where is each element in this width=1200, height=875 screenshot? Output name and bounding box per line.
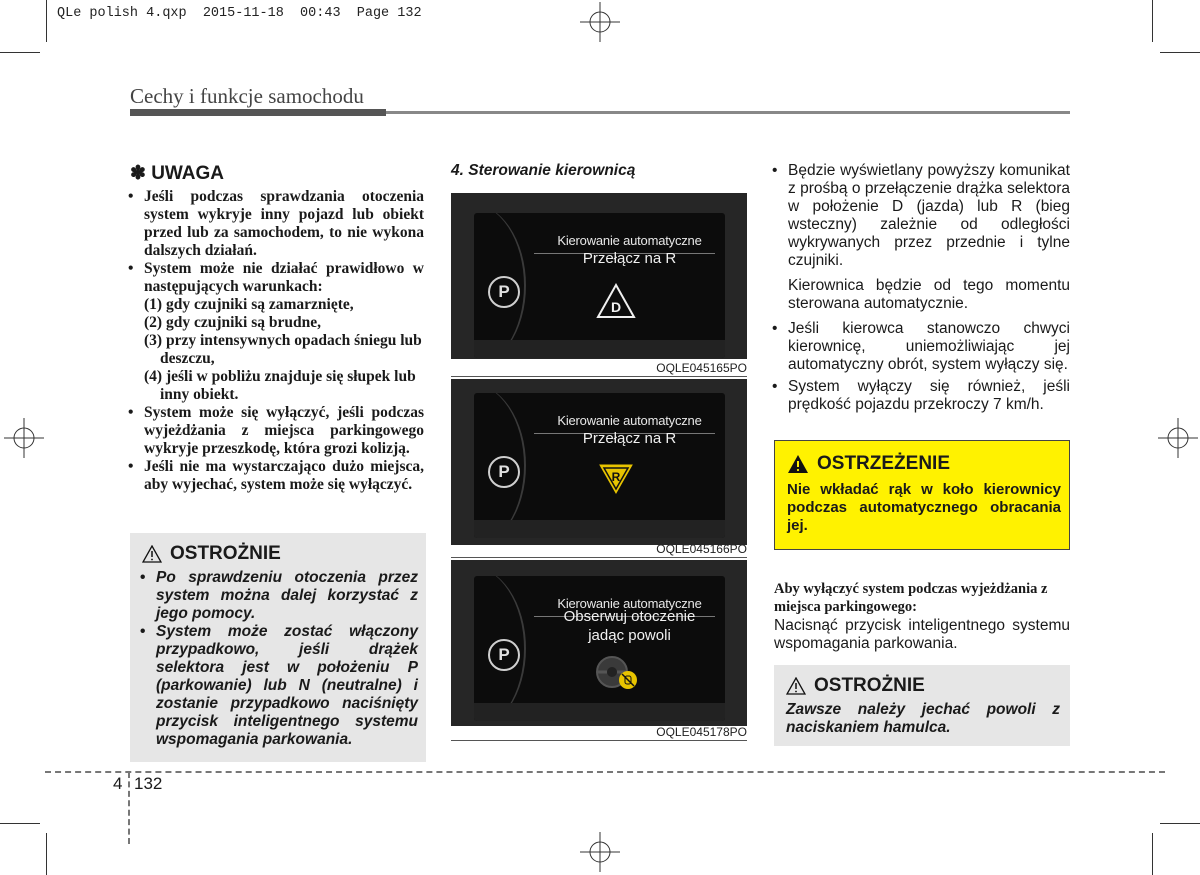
park-indicator: P <box>488 456 520 488</box>
note-title: ✽ UWAGA <box>130 163 225 184</box>
steering-wheel-hands-off-icon <box>592 652 640 692</box>
cluster-display <box>474 213 725 358</box>
print-header: QLe polish 4.qxp 2015-11-18 00:43 Page 132 <box>57 6 422 21</box>
caution-text: Zawsze należy jechać powoli z naciskaniem hamulca. <box>786 701 1060 736</box>
condition-item: (1) gdy czujniki są zamarznięte, <box>144 296 354 313</box>
condition-item: (2) gdy czujniki są brudne, <box>144 314 321 331</box>
list-paragraph: Kierownica będzie od tego momentu sterowana automatycznie. <box>788 277 1070 312</box>
note-list <box>128 188 424 494</box>
registration-mark-icon <box>580 2 620 42</box>
list-item: • Jeśli podczas sprawdzania otoczenia system wykryje inny pojazd lub obiekt przed lub za samochodem, to nie wykona dalszych działań. <box>128 188 424 260</box>
crop-mark <box>0 823 40 824</box>
procedure-text: Nacisnąć przycisk inteligentnego systemu wspomagania parkowania. <box>774 617 1070 652</box>
list-item: • System może zostać włączony przypadkowo, jeśli drążek selektora jest w położeniu P (parkowanie) lub N (neutralne) i zostanie przypadkowo naciśnięty przycisk inteligentnego systemu wspomagania parkowania. <box>140 623 418 749</box>
display-message: Przełącz na R <box>582 250 677 267</box>
registration-mark-icon <box>1158 418 1198 458</box>
figure-caption: 4. Sterowanie kierownicą <box>451 162 636 179</box>
park-indicator: P <box>488 639 520 671</box>
gear-letter: D <box>610 299 622 315</box>
warning-box <box>774 440 1070 550</box>
header-tab <box>130 109 386 116</box>
cluster-display <box>474 393 725 538</box>
condition-item: (4) jeśli w pobliżu znajduje się słupek lub inny obiekt. <box>144 368 416 403</box>
display-message <box>534 607 725 645</box>
condition-item: (3) przy intensywnych opadach śniegu lub deszczu, <box>144 332 422 367</box>
caution-box <box>774 665 1070 746</box>
footer-divider <box>128 772 130 844</box>
figure-separator <box>451 557 747 558</box>
caution-triangle-icon <box>786 677 806 695</box>
gear-letter: R <box>611 470 621 484</box>
warning-text: Nie wkładać rąk w koło kierownicy podczas automatycznego obracania jej. <box>787 481 1061 534</box>
image-code: OQLE045165PO <box>656 361 747 375</box>
display-floor <box>474 703 725 721</box>
list-item <box>128 260 424 404</box>
crop-mark <box>1160 823 1200 824</box>
list-item: • Po sprawdzeniu otoczenia przez system można dalej korzystać z jego pomocy. <box>140 569 418 623</box>
caution-list <box>140 569 418 749</box>
list-item: • Będzie wyświetlany powyższy komunikat z prośbą o przełączenie drążka selektora w położenie D (jazda) lub R (bieg wsteczny) zależnie od odległości wykrywanych przez przednie i tylne czujniki. <box>772 162 1070 270</box>
registration-mark-icon <box>4 418 44 458</box>
image-code: OQLE045178PO <box>656 725 747 739</box>
crop-mark <box>46 0 47 42</box>
display-message: Przełącz na R <box>582 430 677 447</box>
figure-separator <box>451 740 747 741</box>
procedure-heading: Aby wyłączyć system podczas wyjeżdżania z miejsca parkingowego: <box>774 581 1048 615</box>
list-item: • System wyłączy się również, jeśli prędkość pojazdu przekroczy 7 km/h. <box>772 378 1070 414</box>
display-header: Kierowanie automatyczne <box>557 233 702 248</box>
section-number: 4 <box>113 774 123 793</box>
warning-title: OSTRZEŻENIE <box>817 453 951 474</box>
gear-r-warning-icon <box>598 463 634 495</box>
crop-mark <box>46 833 47 875</box>
display-floor <box>474 520 725 538</box>
display-floor <box>474 340 725 358</box>
gear-d-warning-icon <box>596 283 636 319</box>
display-header: Kierowanie automatyczne <box>557 596 702 611</box>
display-message-line: Obserwuj otoczenie <box>563 608 696 625</box>
warning-triangle-icon <box>787 454 809 474</box>
park-indicator: P <box>488 276 520 308</box>
section-title: Cechy i funkcje samochodu <box>130 84 364 108</box>
crop-mark <box>1160 52 1200 53</box>
list-item: • System może się wyłączyć, jeśli podczas wyjeżdżania z miejsca parkingowego wykryje przeszkodę, która grozi kolizją. <box>128 404 424 458</box>
caution-title: OSTROŻNIE <box>814 675 925 696</box>
list-item: • Jeśli nie ma wystarczająco dużo miejsca, aby wyjechać, system może się wyłączyć. <box>128 458 424 494</box>
caution-title: OSTROŻNIE <box>170 543 281 564</box>
figure-separator <box>451 376 747 377</box>
display-message-line: jadąc powoli <box>588 627 671 644</box>
footer-rule <box>45 771 1165 773</box>
crop-mark <box>1152 833 1153 875</box>
caution-triangle-icon <box>142 545 162 563</box>
image-code: OQLE045166PO <box>656 542 747 556</box>
info-list <box>772 162 1070 414</box>
crop-mark <box>1152 0 1153 42</box>
page-number: 132 <box>134 774 163 793</box>
cluster-display <box>474 576 725 721</box>
display-header: Kierowanie automatyczne <box>557 413 702 428</box>
list-item: • Jeśli kierowca stanowczo chwyci kierownicę, uniemożliwiając jej automatyczny obrót, system wyłączy się. <box>772 320 1070 374</box>
registration-mark-icon <box>580 832 620 872</box>
caution-box <box>130 533 426 762</box>
crop-mark <box>0 52 40 53</box>
list-item-text: System może nie działać prawidłowo w następujących warunkach: <box>144 260 424 295</box>
